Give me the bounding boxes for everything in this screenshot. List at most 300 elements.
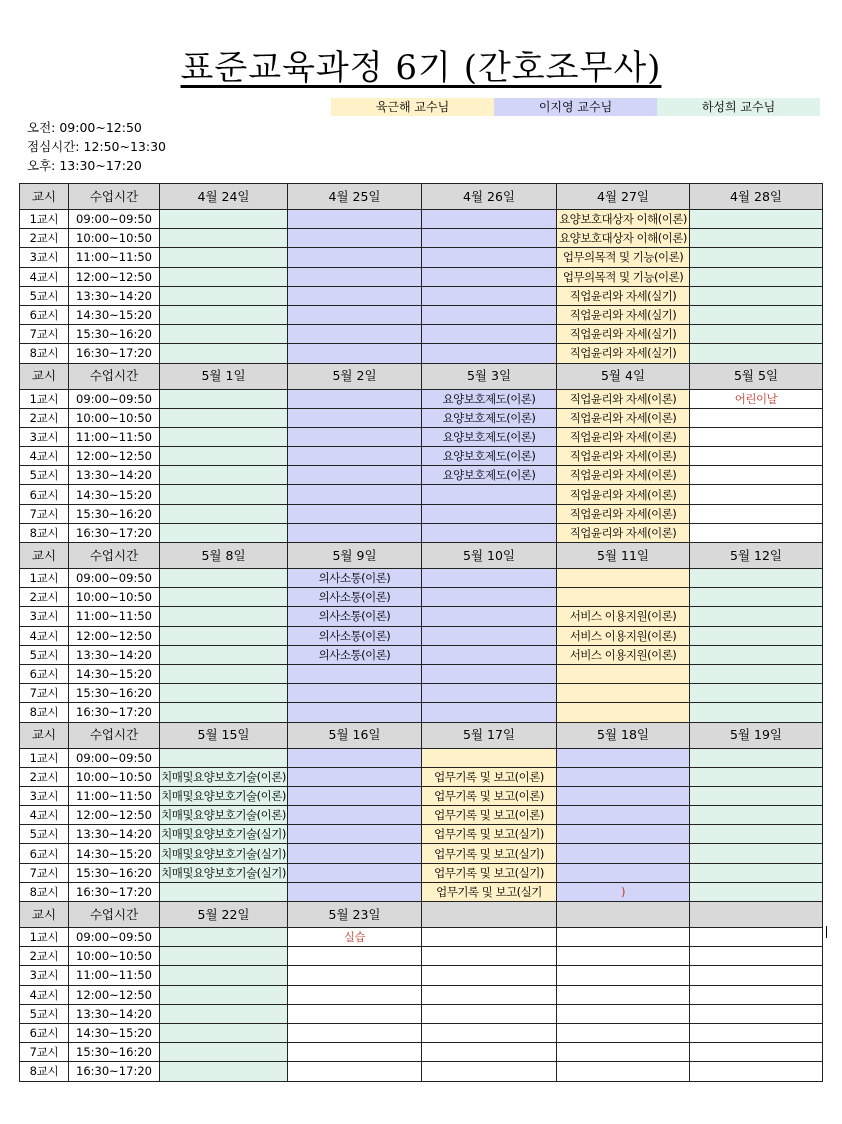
table-row bbox=[20, 389, 823, 408]
week-header-row bbox=[20, 184, 823, 210]
period-label: 7교시 bbox=[20, 1043, 69, 1062]
class-cell bbox=[288, 684, 422, 703]
table-row bbox=[20, 229, 823, 248]
class-cell bbox=[690, 248, 823, 267]
table-row bbox=[20, 523, 823, 542]
class-cell bbox=[288, 1062, 422, 1081]
class-cell bbox=[690, 703, 823, 722]
table-row bbox=[20, 286, 823, 305]
class-cell bbox=[557, 947, 690, 966]
class-cell: 서비스 이용지원(이론) bbox=[557, 626, 690, 645]
class-cell bbox=[422, 626, 557, 645]
class-cell bbox=[690, 767, 823, 786]
table-row bbox=[20, 882, 823, 901]
period-time: 12:00~12:50 bbox=[69, 267, 160, 286]
class-cell bbox=[557, 703, 690, 722]
schedule-table bbox=[19, 183, 823, 1082]
period-time: 11:00~11:50 bbox=[69, 966, 160, 985]
period-label: 3교시 bbox=[20, 427, 69, 446]
table-row bbox=[20, 703, 823, 722]
class-cell bbox=[557, 748, 690, 767]
class-cell bbox=[160, 684, 288, 703]
class-cell bbox=[690, 229, 823, 248]
class-cell: 업무기록 및 보고(실기) bbox=[422, 844, 557, 863]
class-cell bbox=[422, 305, 557, 324]
class-cell bbox=[690, 786, 823, 805]
class-cell: 직업윤리와 자세(이론) bbox=[557, 466, 690, 485]
period-time: 14:30~15:20 bbox=[69, 485, 160, 504]
class-cell: 치매및요양보호기술(실기) bbox=[160, 825, 288, 844]
class-cell: 요양보호제도(이론) bbox=[422, 447, 557, 466]
period-label: 7교시 bbox=[20, 504, 69, 523]
period-label: 2교시 bbox=[20, 947, 69, 966]
table-row bbox=[20, 664, 823, 683]
class-cell bbox=[557, 966, 690, 985]
period-time: 14:30~15:20 bbox=[69, 664, 160, 683]
class-cell bbox=[160, 344, 288, 363]
class-cell bbox=[288, 985, 422, 1004]
class-cell bbox=[288, 504, 422, 523]
class-cell bbox=[690, 286, 823, 305]
table-row bbox=[20, 825, 823, 844]
class-cell bbox=[160, 1004, 288, 1023]
table-row bbox=[20, 248, 823, 267]
class-cell bbox=[690, 806, 823, 825]
class-cell bbox=[422, 504, 557, 523]
period-label: 5교시 bbox=[20, 825, 69, 844]
period-label: 5교시 bbox=[20, 1004, 69, 1023]
class-cell bbox=[160, 485, 288, 504]
class-cell bbox=[557, 844, 690, 863]
cursor-mark bbox=[826, 926, 827, 938]
week-header-row bbox=[20, 543, 823, 569]
period-time: 10:00~10:50 bbox=[69, 229, 160, 248]
table-row bbox=[20, 447, 823, 466]
table-row bbox=[20, 267, 823, 286]
class-cell: 직업윤리와 자세(실기) bbox=[557, 344, 690, 363]
day-header: 5월 9일 bbox=[288, 543, 422, 569]
class-cell: 직업윤리와 자세(이론) bbox=[557, 504, 690, 523]
class-cell bbox=[160, 947, 288, 966]
class-cell: 치매및요양보호기술(이론) bbox=[160, 806, 288, 825]
table-row bbox=[20, 928, 823, 947]
period-label: 8교시 bbox=[20, 1062, 69, 1081]
time-header: 수업시간 bbox=[69, 543, 160, 569]
page-title: 표준교육과정 6기 (간호조무사) bbox=[180, 48, 662, 88]
period-label: 5교시 bbox=[20, 645, 69, 664]
class-cell bbox=[690, 408, 823, 427]
week-header-row bbox=[20, 902, 823, 928]
instructor-legend bbox=[331, 98, 820, 116]
period-label: 5교시 bbox=[20, 286, 69, 305]
period-label: 5교시 bbox=[20, 466, 69, 485]
class-cell bbox=[422, 748, 557, 767]
class-cell bbox=[160, 1023, 288, 1042]
class-cell bbox=[160, 748, 288, 767]
class-cell: 실습 bbox=[288, 928, 422, 947]
class-cell bbox=[422, 684, 557, 703]
class-cell bbox=[690, 966, 823, 985]
period-label: 6교시 bbox=[20, 485, 69, 504]
class-cell bbox=[422, 485, 557, 504]
day-header: 5월 11일 bbox=[557, 543, 690, 569]
day-header: 5월 2일 bbox=[288, 363, 422, 389]
class-cell: 업무기록 및 보고(이론) bbox=[422, 806, 557, 825]
period-time: 10:00~10:50 bbox=[69, 588, 160, 607]
table-row bbox=[20, 844, 823, 863]
day-header: 5월 22일 bbox=[160, 902, 288, 928]
week-header-row bbox=[20, 722, 823, 748]
period-label: 3교시 bbox=[20, 607, 69, 626]
class-cell bbox=[288, 305, 422, 324]
class-cell bbox=[690, 523, 823, 542]
class-cell bbox=[422, 664, 557, 683]
period-label: 1교시 bbox=[20, 928, 69, 947]
period-time: 10:00~10:50 bbox=[69, 408, 160, 427]
period-label: 2교시 bbox=[20, 229, 69, 248]
class-cell bbox=[557, 1004, 690, 1023]
class-cell: ) bbox=[557, 882, 690, 901]
class-cell bbox=[422, 607, 557, 626]
class-cell: 직업윤리와 자세(이론) bbox=[557, 389, 690, 408]
class-cell bbox=[288, 248, 422, 267]
class-cell bbox=[288, 1023, 422, 1042]
table-row bbox=[20, 767, 823, 786]
period-time: 15:30~16:20 bbox=[69, 325, 160, 344]
period-time: 13:30~14:20 bbox=[69, 1004, 160, 1023]
class-cell: 업무기록 및 보고(실기 bbox=[422, 882, 557, 901]
class-cell bbox=[288, 267, 422, 286]
class-cell bbox=[160, 408, 288, 427]
class-cell bbox=[690, 882, 823, 901]
class-cell: 치매및요양보호기술(실기) bbox=[160, 863, 288, 882]
class-cell bbox=[557, 1023, 690, 1042]
class-cell bbox=[422, 523, 557, 542]
class-cell bbox=[422, 966, 557, 985]
time-header: 수업시간 bbox=[69, 902, 160, 928]
class-cell: 서비스 이용지원(이론) bbox=[557, 645, 690, 664]
table-row bbox=[20, 210, 823, 229]
period-time: 14:30~15:20 bbox=[69, 1023, 160, 1042]
period-time: 14:30~15:20 bbox=[69, 844, 160, 863]
day-header: 5월 23일 bbox=[288, 902, 422, 928]
class-cell bbox=[557, 588, 690, 607]
class-cell bbox=[690, 664, 823, 683]
class-cell: 어린이날 bbox=[690, 389, 823, 408]
class-cell bbox=[557, 664, 690, 683]
class-cell bbox=[288, 703, 422, 722]
class-cell bbox=[690, 1004, 823, 1023]
class-cell bbox=[690, 325, 823, 344]
day-header: 4월 28일 bbox=[690, 184, 823, 210]
class-cell bbox=[288, 447, 422, 466]
day-header bbox=[690, 902, 823, 928]
period-time: 14:30~15:20 bbox=[69, 305, 160, 324]
class-cell bbox=[160, 523, 288, 542]
class-cell: 직업윤리와 자세(이론) bbox=[557, 447, 690, 466]
class-cell bbox=[288, 825, 422, 844]
day-header: 5월 15일 bbox=[160, 722, 288, 748]
class-cell bbox=[288, 966, 422, 985]
period-time: 16:30~17:20 bbox=[69, 882, 160, 901]
table-row bbox=[20, 863, 823, 882]
period-label: 2교시 bbox=[20, 408, 69, 427]
class-cell bbox=[422, 1004, 557, 1023]
class-cell bbox=[690, 844, 823, 863]
class-cell: 업무의목적 및 기능(이론) bbox=[557, 267, 690, 286]
period-time: 16:30~17:20 bbox=[69, 344, 160, 363]
table-row bbox=[20, 305, 823, 324]
class-cell: 직업윤리와 자세(실기) bbox=[557, 325, 690, 344]
class-cell: 요양보호대상자 이해(이론) bbox=[557, 229, 690, 248]
table-row bbox=[20, 786, 823, 805]
class-cell bbox=[557, 1043, 690, 1062]
day-header: 5월 16일 bbox=[288, 722, 422, 748]
table-row bbox=[20, 325, 823, 344]
class-cell bbox=[422, 1062, 557, 1081]
period-time: 13:30~14:20 bbox=[69, 825, 160, 844]
period-label: 8교시 bbox=[20, 882, 69, 901]
table-row bbox=[20, 569, 823, 588]
class-cell bbox=[422, 569, 557, 588]
period-header: 교시 bbox=[20, 902, 69, 928]
class-cell bbox=[422, 325, 557, 344]
class-cell: 요양보호대상자 이해(이론) bbox=[557, 210, 690, 229]
table-row bbox=[20, 1043, 823, 1062]
class-cell bbox=[690, 1043, 823, 1062]
class-cell bbox=[690, 485, 823, 504]
class-cell bbox=[288, 286, 422, 305]
class-cell: 업무기록 및 보고(실기) bbox=[422, 863, 557, 882]
class-cell bbox=[422, 588, 557, 607]
class-cell: 의사소통(이론) bbox=[288, 569, 422, 588]
period-time: 11:00~11:50 bbox=[69, 248, 160, 267]
period-label: 4교시 bbox=[20, 806, 69, 825]
class-cell bbox=[422, 947, 557, 966]
class-cell bbox=[557, 1062, 690, 1081]
period-time: 12:00~12:50 bbox=[69, 626, 160, 645]
class-cell bbox=[288, 523, 422, 542]
class-cell bbox=[690, 305, 823, 324]
class-cell bbox=[160, 305, 288, 324]
table-row bbox=[20, 966, 823, 985]
class-cell bbox=[690, 684, 823, 703]
period-label: 2교시 bbox=[20, 767, 69, 786]
class-cell bbox=[288, 210, 422, 229]
period-time: 15:30~16:20 bbox=[69, 863, 160, 882]
period-header: 교시 bbox=[20, 722, 69, 748]
class-cell bbox=[557, 985, 690, 1004]
class-cell: 치매및요양보호기술(이론) bbox=[160, 767, 288, 786]
table-row bbox=[20, 748, 823, 767]
table-row bbox=[20, 626, 823, 645]
class-cell: 직업윤리와 자세(이론) bbox=[557, 485, 690, 504]
class-cell bbox=[160, 1062, 288, 1081]
period-label: 6교시 bbox=[20, 1023, 69, 1042]
class-cell bbox=[288, 882, 422, 901]
class-cell bbox=[160, 427, 288, 446]
class-cell bbox=[557, 569, 690, 588]
day-header: 5월 17일 bbox=[422, 722, 557, 748]
class-cell bbox=[160, 928, 288, 947]
day-header: 5월 8일 bbox=[160, 543, 288, 569]
legend-item-yuk: 육근해 교수님 bbox=[331, 98, 494, 116]
table-row bbox=[20, 684, 823, 703]
day-header bbox=[557, 902, 690, 928]
legend-item-lee: 이지영 교수님 bbox=[494, 98, 657, 116]
day-header: 5월 10일 bbox=[422, 543, 557, 569]
class-cell bbox=[288, 947, 422, 966]
class-cell bbox=[690, 1023, 823, 1042]
period-header: 교시 bbox=[20, 363, 69, 389]
class-cell bbox=[690, 344, 823, 363]
period-time: 11:00~11:50 bbox=[69, 607, 160, 626]
class-cell bbox=[288, 664, 422, 683]
period-label: 7교시 bbox=[20, 684, 69, 703]
day-header: 5월 4일 bbox=[557, 363, 690, 389]
table-row bbox=[20, 427, 823, 446]
time-header: 수업시간 bbox=[69, 722, 160, 748]
period-label: 8교시 bbox=[20, 523, 69, 542]
table-row bbox=[20, 607, 823, 626]
class-cell: 업무의목적 및 기능(이론) bbox=[557, 248, 690, 267]
class-cell bbox=[557, 786, 690, 805]
class-cell bbox=[288, 344, 422, 363]
period-time: 16:30~17:20 bbox=[69, 703, 160, 722]
class-cell bbox=[160, 229, 288, 248]
class-cell bbox=[160, 466, 288, 485]
class-cell bbox=[690, 748, 823, 767]
class-cell bbox=[690, 588, 823, 607]
class-cell: 요양보호제도(이론) bbox=[422, 389, 557, 408]
period-label: 4교시 bbox=[20, 985, 69, 1004]
period-label: 6교시 bbox=[20, 664, 69, 683]
class-cell bbox=[557, 825, 690, 844]
period-label: 4교시 bbox=[20, 447, 69, 466]
period-label: 3교시 bbox=[20, 966, 69, 985]
class-cell bbox=[288, 408, 422, 427]
class-cell bbox=[422, 703, 557, 722]
class-cell: 업무기록 및 보고(이론) bbox=[422, 767, 557, 786]
class-cell bbox=[160, 447, 288, 466]
class-cell: 의사소통(이론) bbox=[288, 645, 422, 664]
period-time: 13:30~14:20 bbox=[69, 645, 160, 664]
table-row bbox=[20, 985, 823, 1004]
table-row bbox=[20, 1062, 823, 1081]
period-time: 09:00~09:50 bbox=[69, 569, 160, 588]
class-cell bbox=[160, 210, 288, 229]
period-label: 3교시 bbox=[20, 248, 69, 267]
period-time: 12:00~12:50 bbox=[69, 447, 160, 466]
period-time: 16:30~17:20 bbox=[69, 523, 160, 542]
period-time: 09:00~09:50 bbox=[69, 928, 160, 947]
class-cell bbox=[160, 325, 288, 344]
table-row bbox=[20, 344, 823, 363]
class-cell bbox=[690, 607, 823, 626]
period-label: 4교시 bbox=[20, 267, 69, 286]
class-cell bbox=[288, 466, 422, 485]
class-cell: 요양보호제도(이론) bbox=[422, 427, 557, 446]
period-label: 7교시 bbox=[20, 863, 69, 882]
class-cell bbox=[160, 248, 288, 267]
table-row bbox=[20, 588, 823, 607]
period-time: 13:30~14:20 bbox=[69, 466, 160, 485]
table-row bbox=[20, 947, 823, 966]
class-cell bbox=[690, 466, 823, 485]
class-cell bbox=[422, 1023, 557, 1042]
class-cell bbox=[160, 664, 288, 683]
class-cell bbox=[288, 389, 422, 408]
class-cell bbox=[288, 748, 422, 767]
class-cell: 치매및요양보호기술(이론) bbox=[160, 786, 288, 805]
class-cell bbox=[160, 504, 288, 523]
class-cell: 업무기록 및 보고(실기) bbox=[422, 825, 557, 844]
period-label: 1교시 bbox=[20, 210, 69, 229]
period-time: 10:00~10:50 bbox=[69, 947, 160, 966]
class-cell bbox=[160, 626, 288, 645]
table-row bbox=[20, 1004, 823, 1023]
class-cell: 의사소통(이론) bbox=[288, 626, 422, 645]
class-cell bbox=[690, 427, 823, 446]
period-label: 8교시 bbox=[20, 703, 69, 722]
class-cell bbox=[690, 1062, 823, 1081]
period-label: 8교시 bbox=[20, 344, 69, 363]
table-row bbox=[20, 466, 823, 485]
class-cell bbox=[422, 248, 557, 267]
class-cell bbox=[690, 447, 823, 466]
class-cell bbox=[160, 703, 288, 722]
class-cell: 의사소통(이론) bbox=[288, 588, 422, 607]
class-cell bbox=[557, 684, 690, 703]
class-cell bbox=[557, 767, 690, 786]
period-time: 15:30~16:20 bbox=[69, 504, 160, 523]
class-cell bbox=[160, 607, 288, 626]
class-cell bbox=[557, 863, 690, 882]
class-cell bbox=[422, 1043, 557, 1062]
class-cell bbox=[160, 569, 288, 588]
class-cell bbox=[288, 863, 422, 882]
class-cell bbox=[288, 806, 422, 825]
period-time: 15:30~16:20 bbox=[69, 1043, 160, 1062]
class-cell bbox=[422, 344, 557, 363]
day-header: 5월 19일 bbox=[690, 722, 823, 748]
class-cell: 요양보호제도(이론) bbox=[422, 408, 557, 427]
day-header: 4월 26일 bbox=[422, 184, 557, 210]
class-cell bbox=[288, 229, 422, 248]
period-label: 6교시 bbox=[20, 844, 69, 863]
class-cell: 직업윤리와 자세(이론) bbox=[557, 427, 690, 446]
week-header-row bbox=[20, 363, 823, 389]
period-label: 7교시 bbox=[20, 325, 69, 344]
hours-lunch: 점심시간: 12:50~13:30 bbox=[27, 139, 167, 154]
class-cell bbox=[690, 928, 823, 947]
period-time: 15:30~16:20 bbox=[69, 684, 160, 703]
period-time: 09:00~09:50 bbox=[69, 210, 160, 229]
class-cell bbox=[288, 325, 422, 344]
class-cell bbox=[288, 427, 422, 446]
class-cell bbox=[422, 267, 557, 286]
class-cell bbox=[557, 806, 690, 825]
period-header: 교시 bbox=[20, 543, 69, 569]
period-time: 11:00~11:50 bbox=[69, 427, 160, 446]
hours-morning: 오전: 09:00~12:50 bbox=[27, 120, 142, 135]
class-cell bbox=[288, 485, 422, 504]
period-time: 16:30~17:20 bbox=[69, 1062, 160, 1081]
period-time: 12:00~12:50 bbox=[69, 806, 160, 825]
class-cell bbox=[160, 1043, 288, 1062]
class-cell bbox=[690, 626, 823, 645]
class-cell bbox=[422, 229, 557, 248]
